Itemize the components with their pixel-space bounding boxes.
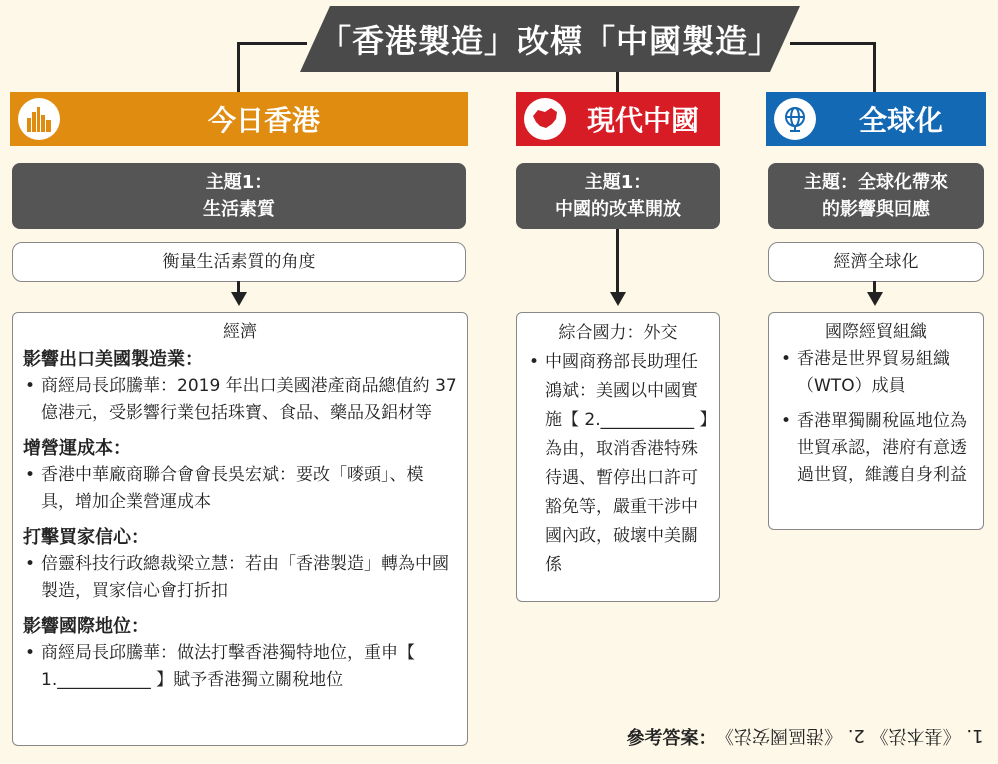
- section-bullet: • 倍靈科技行政總裁梁立慧：若由「香港製造」轉為中國製造，買家信心會打折扣: [23, 551, 457, 605]
- globe-icon: [774, 98, 816, 140]
- box-gl-title: 國際經貿組織: [825, 322, 927, 342]
- page-title: 「香港製造」改標「中國製造」: [318, 22, 781, 60]
- answer-line: [626, 724, 984, 750]
- section-bullet: • 香港中華廠商聯合會會長吳宏斌：要改「嘜頭」、模具，增加企業營運成本: [23, 462, 457, 516]
- topic-gl-line2: 的影響與回應: [822, 199, 930, 220]
- header-cn-label: 現代中國: [586, 104, 699, 137]
- pill-gl: 經濟全球化: [768, 242, 984, 282]
- arrow-cn-line: [616, 229, 619, 295]
- topic-gl-line1: 主題：全球化帶來: [804, 172, 948, 193]
- topic-hk: [12, 163, 466, 229]
- china-map-icon: [524, 98, 566, 140]
- section-bullet: • 中國商務部長助理任鴻斌：美國以中國實施【 2.___________ 】為由，取消香港特殊待遇、暫停出口許可豁免等，嚴重干涉中國內政，破壞中美關係: [527, 348, 709, 580]
- section-bullet: • 香港是世界貿易組織（WTO）成員: [779, 346, 973, 400]
- section-bullet: • 香港單獨關稅區地位為世貿承認，港府有意透過世貿，維護自身利益: [779, 408, 973, 489]
- box-hk: [12, 312, 468, 746]
- answer-text: 1. 《基本法》 2. 《港區國安法》: [716, 725, 984, 746]
- answer-label: 參考答案：: [626, 728, 717, 749]
- section-heading: 影響國際地位：: [23, 616, 149, 637]
- box-gl: [768, 312, 984, 530]
- topic-cn: [516, 163, 720, 229]
- topic-hk-line2: 生活素質: [203, 199, 275, 220]
- header-hk: [10, 92, 468, 146]
- skyline-icon: [18, 98, 60, 140]
- connector-left-horizontal: [237, 42, 307, 45]
- connector-center-vertical: [616, 70, 619, 92]
- section-heading: 增營運成本：: [23, 438, 131, 459]
- pill-hk: 衡量生活素質的角度: [12, 242, 466, 282]
- header-gl-label: 全球化: [858, 104, 943, 137]
- section-bullet: • 商經局長邱騰華：2019 年出口美國港產商品總值約 37 億港元，受影響行業包括珠寶、食品、藥品及鋁材等: [23, 373, 457, 427]
- arrow-cn-head: [610, 292, 626, 306]
- header-gl: [766, 92, 986, 146]
- section-heading: 影響出口美國製造業：: [23, 349, 203, 370]
- section-bullet: • 商經局長邱騰華：做法打擊香港獨特地位，重申【 1.___________ 】賦予香港獨立關稅地位: [23, 640, 457, 694]
- connector-right-vertical: [873, 42, 876, 92]
- box-cn: [516, 312, 720, 602]
- topic-cn-line1: 主題1：: [584, 172, 652, 193]
- connector-left-vertical: [237, 42, 240, 92]
- topic-cn-line2: 中國的改革開放: [555, 199, 681, 220]
- box-cn-title: 綜合國力：外交: [558, 323, 678, 343]
- connector-right-horizontal: [790, 42, 876, 45]
- box-hk-title: 經濟: [223, 322, 257, 342]
- header-cn: [516, 92, 720, 146]
- header-hk-label: 今日香港: [207, 104, 320, 137]
- section-heading: 打擊買家信心：: [23, 527, 149, 548]
- topic-hk-line1: 主題1：: [205, 172, 273, 193]
- arrow-hk-head: [231, 292, 247, 306]
- arrow-gl-head: [867, 292, 883, 306]
- topic-gl: [768, 163, 984, 229]
